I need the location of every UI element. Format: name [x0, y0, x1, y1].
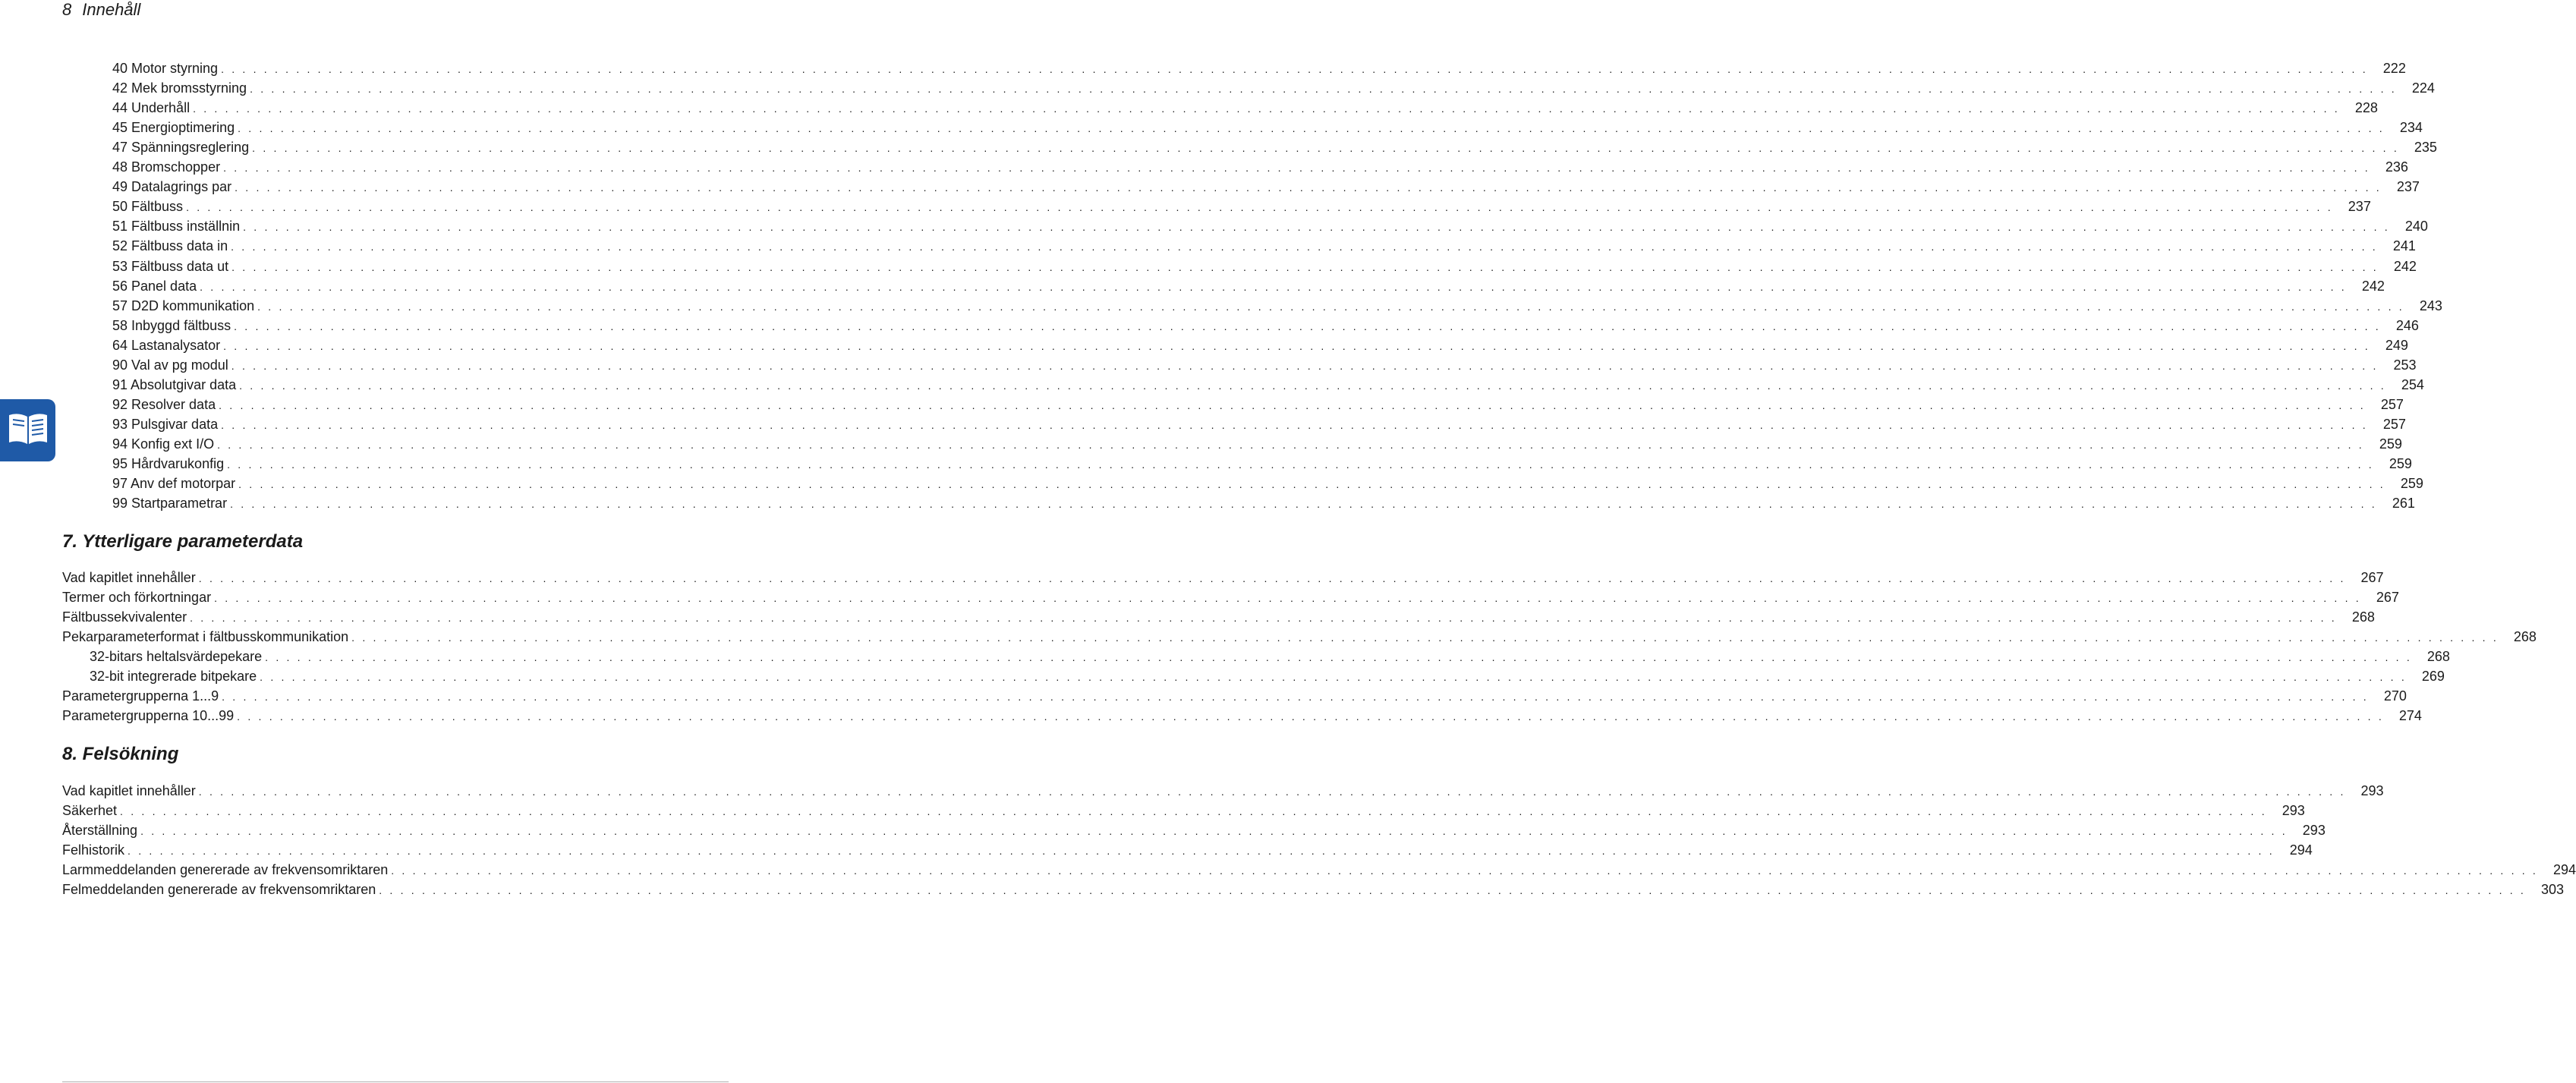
toc-entry-page: 257	[2382, 416, 2406, 432]
toc-entry[interactable]	[112, 276, 2385, 296]
toc-entry-page: 267	[2376, 590, 2399, 606]
open-book-icon	[6, 412, 50, 449]
toc-entry-label: 50 Fältbuss	[112, 199, 184, 215]
toc-entry-page: 249	[2385, 337, 2408, 353]
toc-entry-page: 293	[2282, 803, 2305, 819]
toc-entry-label: 32-bitars heltalsvärdepekare	[90, 649, 263, 665]
dot-leader: . . . . . . . . . . . . . . . . . . . . . . . . . . . . . . . . . . . . . . . . . . . . . . . . . . . . . . . . . . . . . . . . . . . . . . . . . . . . . . . . . . . . . . . . . . . . . . . . . . . . . . . . . . . . . . . . . . . . . . . . . . . . . . . . . . . . . . . . . . . . . . . . . . . . . . . . . . . . . . . . . . . . . . . . . . . . . . . . . . . . . . . . . . . . . . . . . . . . . . . .	[198, 572, 2346, 584]
page-header	[62, 0, 140, 20]
toc-entry-page: 228	[2354, 100, 2378, 116]
dot-leader: . . . . . . . . . . . . . . . . . . . . . . . . . . . . . . . . . . . . . . . . . . . . . . . . . . . . . . . . . . . . . . . . . . . . . . . . . . . . . . . . . . . . . . . . . . . . . . . . . . . . . . . . . . . . . . . . . . . . . . . . . . . . . . . . . . . . . . . . . . . . . . . . . . . . . . . . . . . . . . . . . . . . . . . . . . . . . . . . . . . . . . . . . . . . . . . . . . . . . . . .	[198, 785, 2346, 798]
toc-entry-page: 270	[2383, 688, 2407, 704]
toc-entry[interactable]	[62, 781, 2384, 801]
toc-entry[interactable]	[112, 216, 2428, 236]
toc-entry-label: 42 Mek bromsstyrning	[112, 80, 247, 96]
toc-entry[interactable]	[112, 335, 2408, 355]
toc-entry-page: 242	[2393, 258, 2417, 274]
dot-leader: . . . . . . . . . . . . . . . . . . . . . . . . . . . . . . . . . . . . . . . . . . . . . . . . . . . . . . . . . . . . . . . . . . . . . . . . . . . . . . . . . . . . . . . . . . . . . . . . . . . . . . . . . . . . . . . . . . . . . . . . . . . . . . . . . . . . . . . . . . . . . . . . . . . . . . . . . . . . . . . . . . . . . . . . . . . . . . . . . . . . . . . . . . . . . . . . . . . . . . . .	[234, 320, 2381, 332]
toc-entry[interactable]	[62, 627, 2537, 647]
toc-entry-page: 268	[2513, 629, 2537, 645]
toc-entry-page: 294	[2552, 862, 2576, 878]
toc-entry[interactable]	[112, 316, 2419, 335]
page-title: Innehåll	[82, 0, 141, 19]
toc-entry-label: 47 Spänningsreglering	[112, 140, 250, 156]
toc-entry[interactable]	[112, 177, 2420, 197]
toc-entry-page: 237	[2396, 179, 2420, 195]
contents-tab	[0, 399, 55, 461]
toc-entry-page: 259	[2389, 456, 2412, 471]
toc-entry-label: 51 Fältbuss inställnin	[112, 219, 241, 235]
toc-entry[interactable]	[62, 860, 2576, 880]
toc-entry[interactable]	[112, 296, 2442, 316]
toc-entry-label: 52 Fältbuss data in	[112, 238, 228, 254]
dot-leader: . . . . . . . . . . . . . . . . . . . . . . . . . . . . . . . . . . . . . . . . . . . . . . . . . . . . . . . . . . . . . . . . . . . . . . . . . . . . . . . . . . . . . . . . . . . . . . . . . . . . . . . . . . . . . . . . . . . . . . . . . . . . . . . . . . . . . . . . . . . . . . . . . . . . . . . . . . . . . . . . . . . . . . . . . . . . . . . . . . . . . . . . . . . . . . . . . . . . . . . .	[238, 122, 2385, 135]
dot-leader: . . . . . . . . . . . . . . . . . . . . . . . . . . . . . . . . . . . . . . . . . . . . . . . . . . . . . . . . . . . . . . . . . . . . . . . . . . . . . . . . . . . . . . . . . . . . . . . . . . . . . . . . . . . . . . . . . . . . . . . . . . . . . . . . . . . . . . . . . . . . . . . . . . . . . . . . . . . . . . . . . . . . . . . . . . . . . . . . . . . . . . . . . . . . . . . . . . . . . . . .	[140, 825, 2288, 838]
dot-leader: . . . . . . . . . . . . . . . . . . . . . . . . . . . . . . . . . . . . . . . . . . . . . . . . . . . . . . . . . . . . . . . . . . . . . . . . . . . . . . . . . . . . . . . . . . . . . . . . . . . . . . . . . . . . . . . . . . . . . . . . . . . . . . . . . . . . . . . . . . . . . . . . . . . . . . . . . . . . . . . . . . . . . . . . . . . . . . . . . . . . . . . . . . . . . . . . . . . . . . . .	[221, 418, 2368, 431]
toc-entry[interactable]	[112, 98, 2378, 118]
toc-entry-label: 45 Energioptimering	[112, 120, 235, 136]
dot-leader: . . . . . . . . . . . . . . . . . . . . . . . . . . . . . . . . . . . . . . . . . . . . . . . . . . . . . . . . . . . . . . . . . . . . . . . . . . . . . . . . . . . . . . . . . . . . . . . . . . . . . . . . . . . . . . . . . . . . . . . . . . . . . . . . . . . . . . . . . . . . . . . . . . . . . . . . . . . . . . . . . . . . . . . . . . . . . . . . . . . . . . . . . . . . . . . . . . . . . . . .	[391, 864, 2539, 877]
dot-leader: . . . . . . . . . . . . . . . . . . . . . . . . . . . . . . . . . . . . . . . . . . . . . . . . . . . . . . . . . . . . . . . . . . . . . . . . . . . . . . . . . . . . . . . . . . . . . . . . . . . . . . . . . . . . . . . . . . . . . . . . . . . . . . . . . . . . . . . . . . . . . . . . . . . . . . . . . . . . . . . . . . . . . . . . . . . . . . . . . . . . . . . . . . . . . . . . . . . . . . . .	[265, 651, 2412, 664]
toc-entry-page: 235	[2414, 140, 2437, 156]
toc-entry-page: 224	[2411, 80, 2435, 96]
toc-entry-label: 48 Bromschopper	[112, 159, 221, 175]
toc-entry-page: 268	[2351, 609, 2375, 625]
toc-entry-label: 57 D2D kommunikation	[112, 298, 255, 313]
dot-leader: . . . . . . . . . . . . . . . . . . . . . . . . . . . . . . . . . . . . . . . . . . . . . . . . . . . . . . . . . . . . . . . . . . . . . . . . . . . . . . . . . . . . . . . . . . . . . . . . . . . . . . . . . . . . . . . . . . . . . . . . . . . . . . . . . . . . . . . . . . . . . . . . . . . . . . . . . . . . . . . . . . . . . . . . . . . . . . . . . . . . . . . . . . . . . . . . . . . . . . . .	[190, 612, 2337, 625]
toc-entry-label: Pekarparameterformat i fältbusskommunikation	[62, 629, 349, 645]
dot-leader: . . . . . . . . . . . . . . . . . . . . . . . . . . . . . . . . . . . . . . . . . . . . . . . . . . . . . . . . . . . . . . . . . . . . . . . . . . . . . . . . . . . . . . . . . . . . . . . . . . . . . . . . . . . . . . . . . . . . . . . . . . . . . . . . . . . . . . . . . . . . . . . . . . . . . . . . . . . . . . . . . . . . . . . . . . . . . . . . . . . . . . . . . . . . . . . . . . . . . . . .	[231, 241, 2378, 253]
dot-leader: . . . . . . . . . . . . . . . . . . . . . . . . . . . . . . . . . . . . . . . . . . . . . . . . . . . . . . . . . . . . . . . . . . . . . . . . . . . . . . . . . . . . . . . . . . . . . . . . . . . . . . . . . . . . . . . . . . . . . . . . . . . . . . . . . . . . . . . . . . . . . . . . . . . . . . . . . . . . . . . . . . . . . . . . . . . . . . . . . . . . . . . . . . . . . . . . . . . . . . . .	[217, 438, 2364, 451]
footer-divider	[62, 1081, 729, 1082]
toc-entry[interactable]	[112, 474, 2423, 493]
dot-leader: . . . . . . . . . . . . . . . . . . . . . . . . . . . . . . . . . . . . . . . . . . . . . . . . . . . . . . . . . . . . . . . . . . . . . . . . . . . . . . . . . . . . . . . . . . . . . . . . . . . . . . . . . . . . . . . . . . . . . . . . . . . . . . . . . . . . . . . . . . . . . . . . . . . . . . . . . . . . . . . . . . . . . . . . . . . . . . . . . . . . . . . . . . . . . . . . . . . . . . . .	[222, 691, 2369, 704]
toc-entry[interactable]	[112, 78, 2435, 98]
toc-entry[interactable]	[62, 880, 2565, 899]
dot-leader: . . . . . . . . . . . . . . . . . . . . . . . . . . . . . . . . . . . . . . . . . . . . . . . . . . . . . . . . . . . . . . . . . . . . . . . . . . . . . . . . . . . . . . . . . . . . . . . . . . . . . . . . . . . . . . . . . . . . . . . . . . . . . . . . . . . . . . . . . . . . . . . . . . . . . . . . . . . . . . . . . . . . . . . . . . . . . . . . . . . . . . . . . . . . . . . . . . . . . . . .	[351, 631, 2499, 644]
toc-entry-label: Återställning	[62, 823, 138, 839]
chapter-heading: 7. Ytterligare parameterdata	[62, 531, 304, 552]
toc-entry-page: 246	[2395, 317, 2419, 333]
toc-entry[interactable]	[112, 355, 2417, 375]
toc-entry-page: 253	[2393, 357, 2417, 373]
toc-entry-page: 236	[2385, 159, 2408, 175]
toc-entry[interactable]	[62, 801, 2305, 820]
toc-entry-label: 32-bit integrerade bitpekare	[90, 669, 257, 685]
toc-entry-page: 259	[2379, 436, 2402, 452]
toc-entry-label: Felmeddelanden genererade av frekvensomriktaren	[62, 882, 376, 898]
toc-entry-label: 64 Lastanalysator	[112, 337, 221, 353]
dot-leader: . . . . . . . . . . . . . . . . . . . . . . . . . . . . . . . . . . . . . . . . . . . . . . . . . . . . . . . . . . . . . . . . . . . . . . . . . . . . . . . . . . . . . . . . . . . . . . . . . . . . . . . . . . . . . . . . . . . . . . . . . . . . . . . . . . . . . . . . . . . . . . . . . . . . . . . . . . . . . . . . . . . . . . . . . . . . . . . . . . . . . . . . . . . . . . . . . . . . . . . .	[231, 359, 2379, 372]
dot-leader: . . . . . . . . . . . . . . . . . . . . . . . . . . . . . . . . . . . . . . . . . . . . . . . . . . . . . . . . . . . . . . . . . . . . . . . . . . . . . . . . . . . . . . . . . . . . . . . . . . . . . . . . . . . . . . . . . . . . . . . . . . . . . . . . . . . . . . . . . . . . . . . . . . . . . . . . . . . . . . . . . . . . . . . . . . . . . . . . . . . . . . . . . . . . . . . . . . . . . . . .	[223, 339, 2370, 352]
toc-entry-label: Vad kapitlet innehåller	[62, 783, 196, 798]
toc-entry-label: 40 Motor styrning	[112, 61, 219, 76]
toc-entry[interactable]	[112, 58, 2406, 78]
toc-entry-page: 261	[2392, 496, 2415, 512]
toc-entry-label: 99 Startparametrar	[112, 496, 228, 512]
toc-entry[interactable]	[62, 820, 2326, 840]
dot-leader: . . . . . . . . . . . . . . . . . . . . . . . . . . . . . . . . . . . . . . . . . . . . . . . . . . . . . . . . . . . . . . . . . . . . . . . . . . . . . . . . . . . . . . . . . . . . . . . . . . . . . . . . . . . . . . . . . . . . . . . . . . . . . . . . . . . . . . . . . . . . . . . . . . . . . . . . . . . . . . . . . . . . . . . . . . . . . . . . . . . . . . . . . . . . . . . . . . . . . . . .	[379, 884, 2527, 897]
toc-entry-label: Vad kapitlet innehåller	[62, 570, 196, 585]
toc-entry-page: 294	[2289, 842, 2313, 858]
toc-entry-label: 92 Resolver data	[112, 396, 216, 412]
dot-leader: . . . . . . . . . . . . . . . . . . . . . . . . . . . . . . . . . . . . . . . . . . . . . . . . . . . . . . . . . . . . . . . . . . . . . . . . . . . . . . . . . . . . . . . . . . . . . . . . . . . . . . . . . . . . . . . . . . . . . . . . . . . . . . . . . . . . . . . . . . . . . . . . . . . . . . . . . . . . . . . . . . . . . . . . . . . . . . . . . . . . . . . . . . . . . . . . . . . . . . . .	[238, 478, 2385, 491]
toc-entry-label: 44 Underhåll	[112, 100, 191, 116]
toc-entry-page: 254	[2401, 376, 2424, 392]
dot-leader: . . . . . . . . . . . . . . . . . . . . . . . . . . . . . . . . . . . . . . . . . . . . . . . . . . . . . . . . . . . . . . . . . . . . . . . . . . . . . . . . . . . . . . . . . . . . . . . . . . . . . . . . . . . . . . . . . . . . . . . . . . . . . . . . . . . . . . . . . . . . . . . . . . . . . . . . . . . . . . . . . . . . . . . . . . . . . . . . . . . . . . . . . . . . . . . . . . . . . . . .	[186, 201, 2333, 214]
dot-leader: . . . . . . . . . . . . . . . . . . . . . . . . . . . . . . . . . . . . . . . . . . . . . . . . . . . . . . . . . . . . . . . . . . . . . . . . . . . . . . . . . . . . . . . . . . . . . . . . . . . . . . . . . . . . . . . . . . . . . . . . . . . . . . . . . . . . . . . . . . . . . . . . . . . . . . . . . . . . . . . . . . . . . . . . . . . . . . . . . . . . . . . . . . . . . . . . . . . . . . . .	[260, 671, 2407, 684]
toc-entry[interactable]	[112, 493, 2415, 513]
toc-entry-page: 240	[2404, 219, 2428, 235]
toc-entry-label: 56 Panel data	[112, 278, 197, 294]
toc-entry[interactable]	[112, 157, 2408, 177]
dot-leader: . . . . . . . . . . . . . . . . . . . . . . . . . . . . . . . . . . . . . . . . . . . . . . . . . . . . . . . . . . . . . . . . . . . . . . . . . . . . . . . . . . . . . . . . . . . . . . . . . . . . . . . . . . . . . . . . . . . . . . . . . . . . . . . . . . . . . . . . . . . . . . . . . . . . . . . . . . . . . . . . . . . . . . . . . . . . . . . . . . . . . . . . . . . . . . . . . . . . . . . .	[219, 398, 2366, 411]
dot-leader: . . . . . . . . . . . . . . . . . . . . . . . . . . . . . . . . . . . . . . . . . . . . . . . . . . . . . . . . . . . . . . . . . . . . . . . . . . . . . . . . . . . . . . . . . . . . . . . . . . . . . . . . . . . . . . . . . . . . . . . . . . . . . . . . . . . . . . . . . . . . . . . . . . . . . . . . . . . . . . . . . . . . . . . . . . . . . . . . . . . . . . . . . . . . . . . . . . . . . . . .	[237, 710, 2384, 723]
dot-leader: . . . . . . . . . . . . . . . . . . . . . . . . . . . . . . . . . . . . . . . . . . . . . . . . . . . . . . . . . . . . . . . . . . . . . . . . . . . . . . . . . . . . . . . . . . . . . . . . . . . . . . . . . . . . . . . . . . . . . . . . . . . . . . . . . . . . . . . . . . . . . . . . . . . . . . . . . . . . . . . . . . . . . . . . . . . . . . . . . . . . . . . . . . . . . . . . . . . . . . . .	[193, 102, 2340, 115]
dot-leader: . . . . . . . . . . . . . . . . . . . . . . . . . . . . . . . . . . . . . . . . . . . . . . . . . . . . . . . . . . . . . . . . . . . . . . . . . . . . . . . . . . . . . . . . . . . . . . . . . . . . . . . . . . . . . . . . . . . . . . . . . . . . . . . . . . . . . . . . . . . . . . . . . . . . . . . . . . . . . . . . . . . . . . . . . . . . . . . . . . . . . . . . . . . . . . . . . . . . . . . .	[120, 805, 2267, 818]
toc-entry-page: 293	[2302, 823, 2326, 839]
toc-entry-page: 222	[2382, 61, 2406, 76]
dot-leader: . . . . . . . . . . . . . . . . . . . . . . . . . . . . . . . . . . . . . . . . . . . . . . . . . . . . . . . . . . . . . . . . . . . . . . . . . . . . . . . . . . . . . . . . . . . . . . . . . . . . . . . . . . . . . . . . . . . . . . . . . . . . . . . . . . . . . . . . . . . . . . . . . . . . . . . . . . . . . . . . . . . . . . . . . . . . . . . . . . . . . . . . . . . . . . . . . . . . . . . .	[243, 221, 2390, 234]
dot-leader: . . . . . . . . . . . . . . . . . . . . . . . . . . . . . . . . . . . . . . . . . . . . . . . . . . . . . . . . . . . . . . . . . . . . . . . . . . . . . . . . . . . . . . . . . . . . . . . . . . . . . . . . . . . . . . . . . . . . . . . . . . . . . . . . . . . . . . . . . . . . . . . . . . . . . . . . . . . . . . . . . . . . . . . . . . . . . . . . . . . . . . . . . . . . . . . . . . . . . . . .	[227, 458, 2374, 471]
toc-entry-page: 257	[2380, 396, 2404, 412]
toc-entry-label: 95 Hårdvarukonfig	[112, 456, 225, 471]
dot-leader: . . . . . . . . . . . . . . . . . . . . . . . . . . . . . . . . . . . . . . . . . . . . . . . . . . . . . . . . . . . . . . . . . . . . . . . . . . . . . . . . . . . . . . . . . . . . . . . . . . . . . . . . . . . . . . . . . . . . . . . . . . . . . . . . . . . . . . . . . . . . . . . . . . . . . . . . . . . . . . . . . . . . . . . . . . . . . . . . . . . . . . . . . . . . . . . . . . . . . . . .	[223, 162, 2370, 175]
toc-entry-page: 259	[2400, 476, 2423, 492]
toc-entry-page: 274	[2398, 708, 2422, 724]
dot-leader: . . . . . . . . . . . . . . . . . . . . . . . . . . . . . . . . . . . . . . . . . . . . . . . . . . . . . . . . . . . . . . . . . . . . . . . . . . . . . . . . . . . . . . . . . . . . . . . . . . . . . . . . . . . . . . . . . . . . . . . . . . . . . . . . . . . . . . . . . . . . . . . . . . . . . . . . . . . . . . . . . . . . . . . . . . . . . . . . . . . . . . . . . . . . . . . . . . . . . . . .	[252, 142, 2399, 155]
toc-entry[interactable]	[62, 607, 2375, 627]
toc-entry-page: 234	[2399, 120, 2423, 136]
dot-leader: . . . . . . . . . . . . . . . . . . . . . . . . . . . . . . . . . . . . . . . . . . . . . . . . . . . . . . . . . . . . . . . . . . . . . . . . . . . . . . . . . . . . . . . . . . . . . . . . . . . . . . . . . . . . . . . . . . . . . . . . . . . . . . . . . . . . . . . . . . . . . . . . . . . . . . . . . . . . . . . . . . . . . . . . . . . . . . . . . . . . . . . . . . . . . . . . . . . . . . . .	[257, 300, 2404, 313]
toc-entry[interactable]	[112, 375, 2424, 395]
toc-entry-label: 53 Fältbuss data ut	[112, 258, 229, 274]
toc-entry-label: Säkerhet	[62, 803, 118, 819]
toc-entry-label: 91 Absolutgivar data	[112, 376, 237, 392]
toc-entry-label: 94 Konfig ext I/O	[112, 436, 215, 452]
dot-leader: . . . . . . . . . . . . . . . . . . . . . . . . . . . . . . . . . . . . . . . . . . . . . . . . . . . . . . . . . . . . . . . . . . . . . . . . . . . . . . . . . . . . . . . . . . . . . . . . . . . . . . . . . . . . . . . . . . . . . . . . . . . . . . . . . . . . . . . . . . . . . . . . . . . . . . . . . . . . . . . . . . . . . . . . . . . . . . . . . . . . . . . . . . . . . . . . . . . . . . . .	[230, 498, 2377, 511]
toc-entry-label: Parametergrupperna 1...9	[62, 688, 219, 704]
toc-entry-label: 97 Anv def motorpar	[112, 476, 236, 492]
toc-entry-label: Termer och förkortningar	[62, 590, 212, 606]
toc-entry-label: Fältbussekvivalenter	[62, 609, 187, 625]
toc-entry[interactable]	[90, 666, 2445, 686]
toc-entry-page: 242	[2361, 278, 2385, 294]
dot-leader: . . . . . . . . . . . . . . . . . . . . . . . . . . . . . . . . . . . . . . . . . . . . . . . . . . . . . . . . . . . . . . . . . . . . . . . . . . . . . . . . . . . . . . . . . . . . . . . . . . . . . . . . . . . . . . . . . . . . . . . . . . . . . . . . . . . . . . . . . . . . . . . . . . . . . . . . . . . . . . . . . . . . . . . . . . . . . . . . . . . . . . . . . . . . . . . . . . . . . . . .	[214, 592, 2361, 605]
toc-entry[interactable]	[62, 706, 2422, 726]
dot-leader: . . . . . . . . . . . . . . . . . . . . . . . . . . . . . . . . . . . . . . . . . . . . . . . . . . . . . . . . . . . . . . . . . . . . . . . . . . . . . . . . . . . . . . . . . . . . . . . . . . . . . . . . . . . . . . . . . . . . . . . . . . . . . . . . . . . . . . . . . . . . . . . . . . . . . . . . . . . . . . . . . . . . . . . . . . . . . . . . . . . . . . . . . . . . . . . . . . . . . . . .	[239, 379, 2386, 392]
toc-entry-label: 58 Inbyggd fältbuss	[112, 317, 231, 333]
toc-entry[interactable]	[62, 840, 2313, 860]
toc-entry[interactable]	[112, 197, 2371, 216]
toc-entry[interactable]	[62, 686, 2407, 706]
toc-entry[interactable]	[112, 414, 2406, 434]
dot-leader: . . . . . . . . . . . . . . . . . . . . . . . . . . . . . . . . . . . . . . . . . . . . . . . . . . . . . . . . . . . . . . . . . . . . . . . . . . . . . . . . . . . . . . . . . . . . . . . . . . . . . . . . . . . . . . . . . . . . . . . . . . . . . . . . . . . . . . . . . . . . . . . . . . . . . . . . . . . . . . . . . . . . . . . . . . . . . . . . . . . . . . . . . . . . . . . . . . . . . . . .	[128, 845, 2275, 858]
toc-entry-label: 93 Pulsgivar data	[112, 416, 219, 432]
toc-entry-page: 241	[2392, 238, 2416, 254]
toc-entry-page: 268	[2426, 649, 2450, 665]
toc-entry[interactable]	[112, 395, 2404, 414]
chapter-heading: 8. Felsökning	[62, 744, 179, 764]
toc-entry-label: 90 Val av pg modul	[112, 357, 228, 373]
toc-entry[interactable]	[112, 434, 2402, 454]
toc-entry[interactable]	[112, 137, 2437, 157]
toc-entry-page: 293	[2360, 783, 2384, 798]
toc-entry-page: 269	[2421, 669, 2445, 685]
toc-entry-page: 243	[2419, 298, 2442, 313]
toc-entry[interactable]	[62, 587, 2399, 607]
toc-entry-label: Parametergrupperna 10...99	[62, 708, 235, 724]
dot-leader: . . . . . . . . . . . . . . . . . . . . . . . . . . . . . . . . . . . . . . . . . . . . . . . . . . . . . . . . . . . . . . . . . . . . . . . . . . . . . . . . . . . . . . . . . . . . . . . . . . . . . . . . . . . . . . . . . . . . . . . . . . . . . . . . . . . . . . . . . . . . . . . . . . . . . . . . . . . . . . . . . . . . . . . . . . . . . . . . . . . . . . . . . . . . . . . . . . . . . . . .	[200, 280, 2347, 293]
toc-entry-page: 303	[2540, 882, 2565, 898]
toc-entry-page: 237	[2348, 199, 2371, 215]
toc-entry[interactable]	[62, 568, 2384, 587]
dot-leader: . . . . . . . . . . . . . . . . . . . . . . . . . . . . . . . . . . . . . . . . . . . . . . . . . . . . . . . . . . . . . . . . . . . . . . . . . . . . . . . . . . . . . . . . . . . . . . . . . . . . . . . . . . . . . . . . . . . . . . . . . . . . . . . . . . . . . . . . . . . . . . . . . . . . . . . . . . . . . . . . . . . . . . . . . . . . . . . . . . . . . . . . . . . . . . . . . . . . . . . .	[235, 181, 2382, 194]
toc-entry[interactable]	[112, 454, 2412, 474]
page-number: 8	[62, 0, 72, 19]
dot-leader: . . . . . . . . . . . . . . . . . . . . . . . . . . . . . . . . . . . . . . . . . . . . . . . . . . . . . . . . . . . . . . . . . . . . . . . . . . . . . . . . . . . . . . . . . . . . . . . . . . . . . . . . . . . . . . . . . . . . . . . . . . . . . . . . . . . . . . . . . . . . . . . . . . . . . . . . . . . . . . . . . . . . . . . . . . . . . . . . . . . . . . . . . . . . . . . . . . . . . . . .	[231, 260, 2379, 273]
toc-entry-label: Felhistorik	[62, 842, 125, 858]
toc-entry[interactable]	[112, 236, 2416, 256]
toc-entry-label: Larmmeddelanden genererade av frekvensomriktaren	[62, 862, 389, 878]
toc-entry[interactable]	[90, 647, 2450, 666]
dot-leader: . . . . . . . . . . . . . . . . . . . . . . . . . . . . . . . . . . . . . . . . . . . . . . . . . . . . . . . . . . . . . . . . . . . . . . . . . . . . . . . . . . . . . . . . . . . . . . . . . . . . . . . . . . . . . . . . . . . . . . . . . . . . . . . . . . . . . . . . . . . . . . . . . . . . . . . . . . . . . . . . . . . . . . . . . . . . . . . . . . . . . . . . . . . . . . . . . . . . . . . .	[221, 63, 2368, 75]
toc-entry[interactable]	[112, 118, 2423, 137]
dot-leader: . . . . . . . . . . . . . . . . . . . . . . . . . . . . . . . . . . . . . . . . . . . . . . . . . . . . . . . . . . . . . . . . . . . . . . . . . . . . . . . . . . . . . . . . . . . . . . . . . . . . . . . . . . . . . . . . . . . . . . . . . . . . . . . . . . . . . . . . . . . . . . . . . . . . . . . . . . . . . . . . . . . . . . . . . . . . . . . . . . . . . . . . . . . . . . . . . . . . . . . .	[250, 83, 2397, 96]
toc-entry-label: 49 Datalagrings par	[112, 179, 232, 195]
toc-entry[interactable]	[112, 257, 2417, 276]
toc-entry-page: 267	[2360, 570, 2384, 585]
